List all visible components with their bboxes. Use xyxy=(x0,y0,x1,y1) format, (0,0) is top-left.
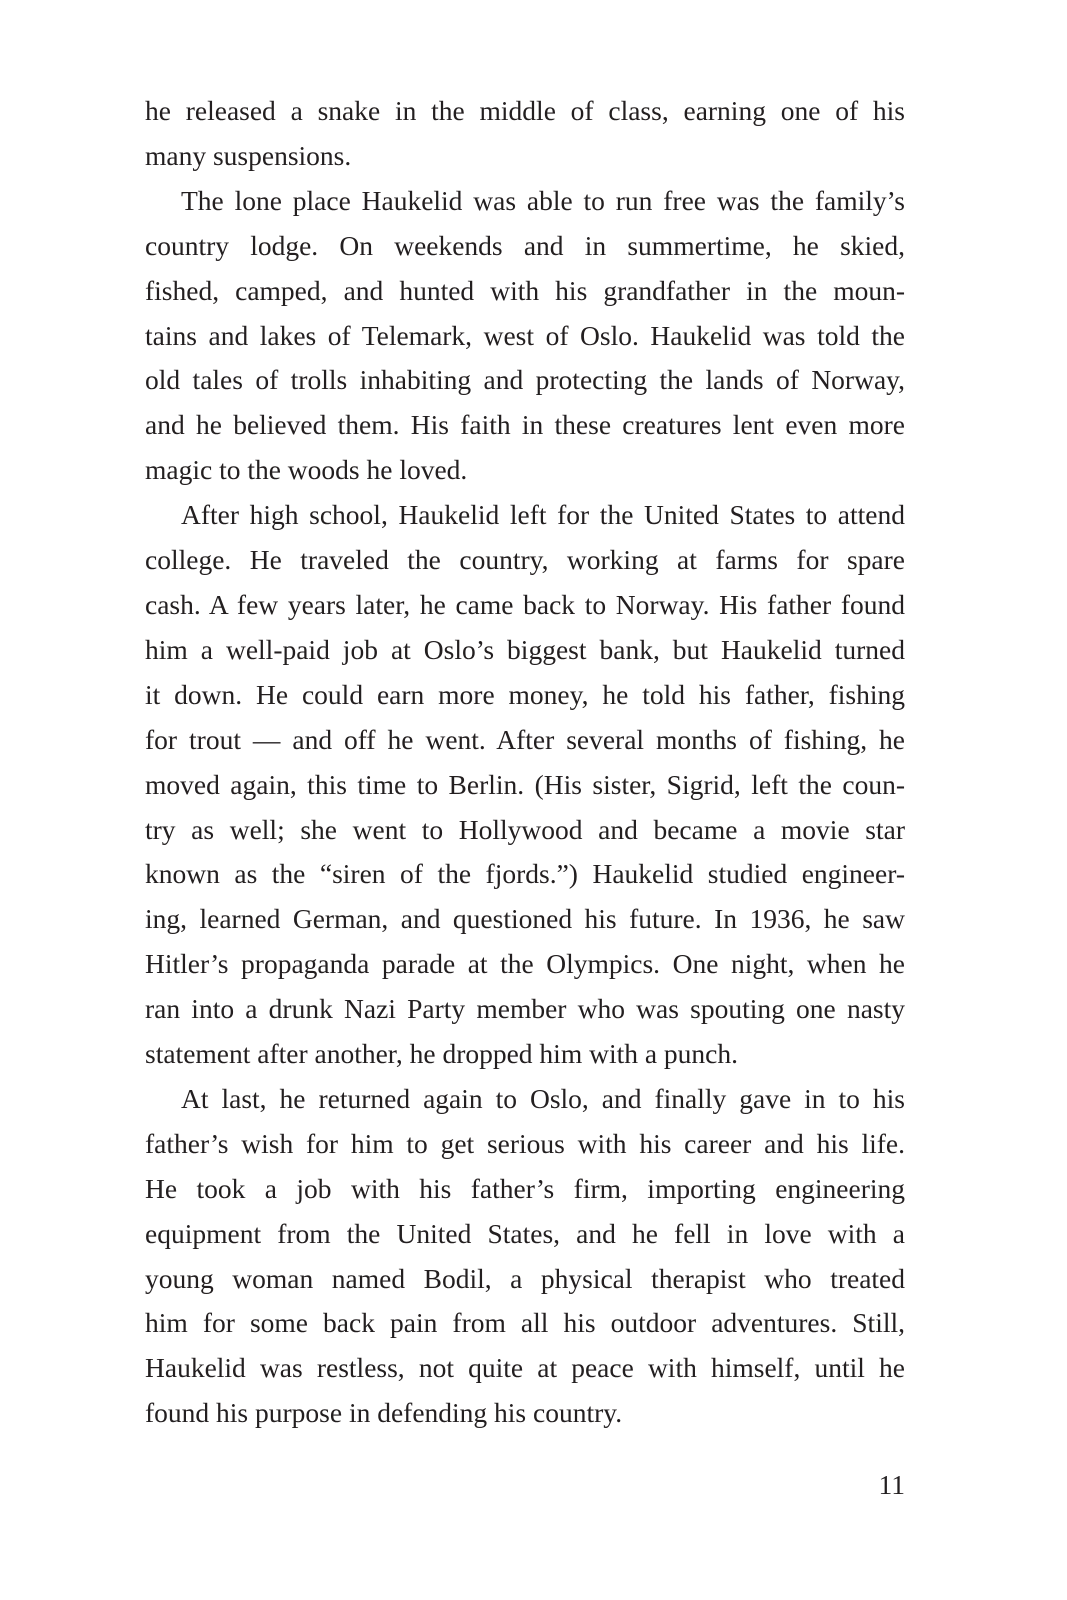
text-line: magic to the woods he loved. xyxy=(145,454,468,486)
page-number: 11 xyxy=(878,1469,905,1500)
text-line: him for some back pain from all his outdoor adventures. Still, xyxy=(145,1307,905,1339)
paragraph xyxy=(145,493,905,1077)
text-line: At last, he returned again to Oslo, and finally gave in to his xyxy=(181,1082,905,1114)
text-line: fished, camped, and hunted with his grandfather in the moun- xyxy=(145,274,905,306)
text-line: equipment from the United States, and he fell in love with a xyxy=(145,1217,905,1249)
text-line: found his purpose in defending his country. xyxy=(145,1397,623,1429)
text-line: After high school, Haukelid left for the United States to attend xyxy=(181,499,905,531)
text-line: statement after another, he dropped him with a punch. xyxy=(145,1038,739,1070)
text-line: known as the “siren of the fjords.”) Haukelid studied engineer- xyxy=(145,858,905,890)
text-line: him a well-paid job at Oslo’s biggest bank, but Haukelid turned xyxy=(145,633,905,665)
paragraph xyxy=(145,1077,905,1436)
text-line: old tales of trolls inhabiting and protecting the lands of Norway, xyxy=(145,364,905,396)
text-line: Hitler’s propaganda parade at the Olympics. One night, when he xyxy=(145,948,905,980)
text-line: many suspensions. xyxy=(145,139,352,171)
text-line: tains and lakes of Telemark, west of Oslo. Haukelid was told the xyxy=(145,319,905,351)
text-line: The lone place Haukelid was able to run free was the family’s xyxy=(181,184,905,216)
text-line: ing, learned German, and questioned his future. In 1936, he saw xyxy=(145,903,905,935)
body-text xyxy=(145,89,905,1436)
text-line: moved again, this time to Berlin. (His sister, Sigrid, left the coun- xyxy=(145,768,905,800)
text-line: it down. He could earn more money, he told his father, fishing xyxy=(145,678,905,710)
text-line: Haukelid was restless, not quite at peace with himself, until he xyxy=(145,1352,905,1384)
text-line: college. He traveled the country, working at farms for spare xyxy=(145,544,905,576)
text-line: try as well; she went to Hollywood and became a movie star xyxy=(145,813,905,845)
text-line: cash. A few years later, he came back to Norway. His father found xyxy=(145,588,905,620)
text-line: country lodge. On weekends and in summertime, he skied, xyxy=(145,229,905,261)
text-line: and he believed them. His faith in these creatures lent even more xyxy=(145,409,905,441)
text-line: he released a snake in the middle of class, earning one of his xyxy=(145,95,905,126)
paragraph xyxy=(145,179,905,493)
text-line: He took a job with his father’s firm, importing engineering xyxy=(145,1172,905,1204)
text-line: ran into a drunk Nazi Party member who was spouting one nasty xyxy=(145,993,905,1025)
text-line: for trout — and off he went. After several months of fishing, he xyxy=(145,723,905,755)
paragraph xyxy=(145,89,905,179)
text-line: father’s wish for him to get serious with his career and his life. xyxy=(145,1127,905,1159)
text-line: young woman named Bodil, a physical therapist who treated xyxy=(145,1262,905,1294)
